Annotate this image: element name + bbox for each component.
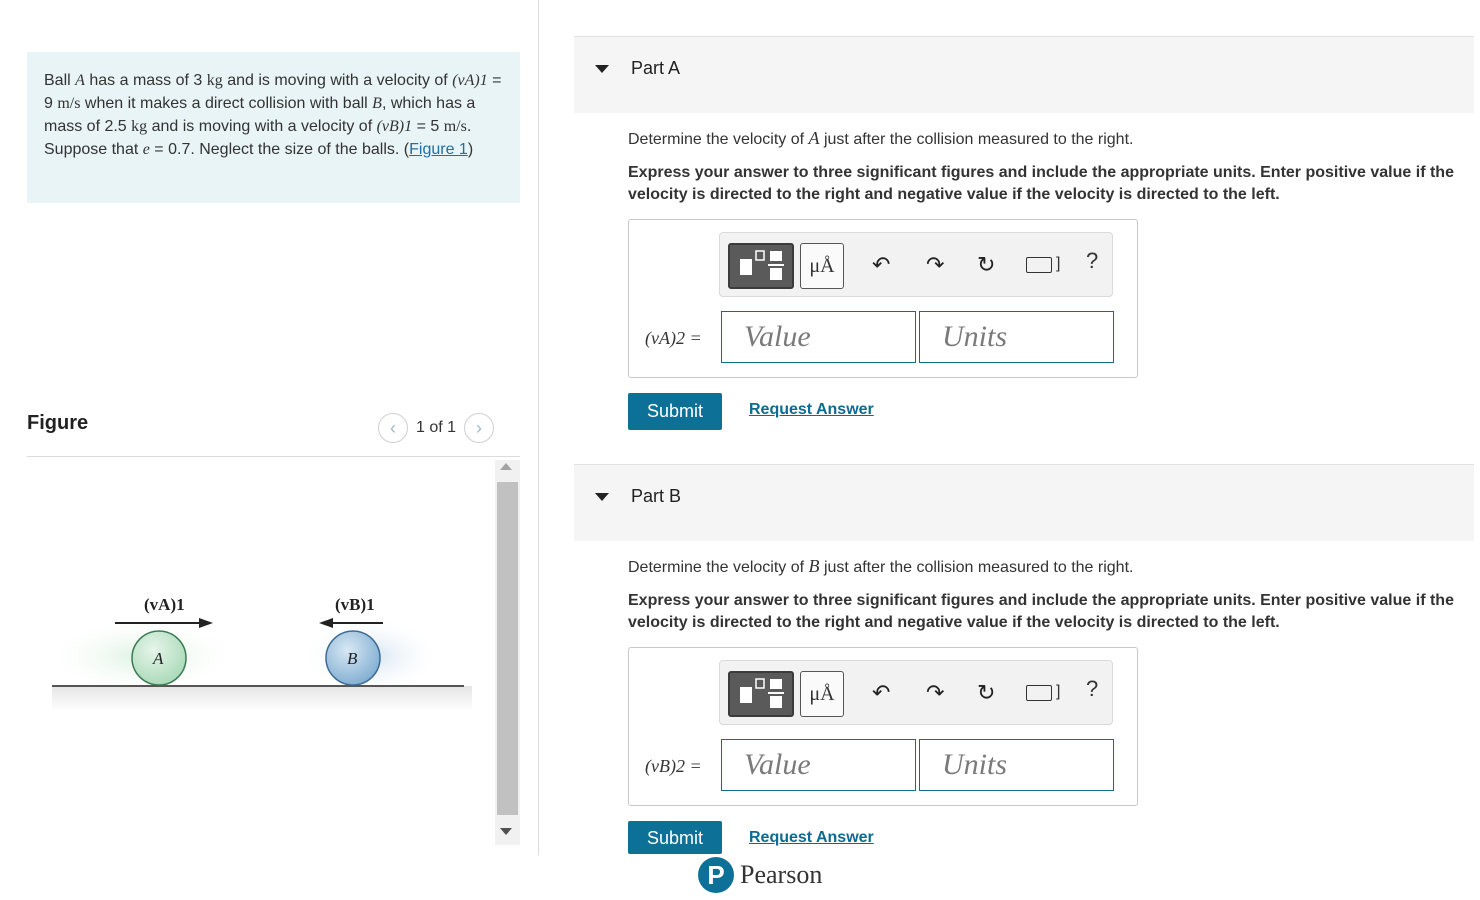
undo-icon[interactable]: ↶ xyxy=(872,680,891,705)
problem-text: ) xyxy=(467,141,474,158)
problem-text: . Suppose that xyxy=(44,118,472,158)
surface-shadow xyxy=(52,686,472,712)
pager-count: 1 of 1 xyxy=(416,419,457,436)
question-text: just after the collision measured to the right. xyxy=(819,559,1134,576)
panel-divider xyxy=(538,0,539,855)
chevron-left-icon: ‹ xyxy=(390,417,396,438)
unit-kg: kg xyxy=(206,72,223,89)
part-a-submit-button[interactable]: Submit xyxy=(628,393,722,430)
math-toolbar xyxy=(719,232,1113,297)
part-a-header[interactable] xyxy=(574,36,1474,113)
keyboard-bracket: ] xyxy=(1056,683,1061,700)
question-var: B xyxy=(808,556,820,576)
problem-text: Ball xyxy=(44,72,76,89)
redo-icon[interactable]: ↷ xyxy=(926,680,945,705)
va1-symbol: (vA)1 xyxy=(452,72,488,89)
chevron-right-icon: › xyxy=(476,417,483,438)
value-input[interactable] xyxy=(722,312,915,362)
problem-statement xyxy=(27,52,520,203)
problem-text: and is moving with a velocity of xyxy=(222,72,453,89)
collision-diagram xyxy=(27,460,492,845)
unit-ms: m/s xyxy=(57,95,81,112)
units-input[interactable] xyxy=(920,312,1113,362)
figure-pager xyxy=(378,413,494,443)
value-input[interactable] xyxy=(722,740,915,790)
scroll-down-icon[interactable] xyxy=(500,828,512,835)
label-va1: (vA)1 xyxy=(144,595,185,614)
pearson-logo xyxy=(698,857,822,893)
templates-icon xyxy=(730,245,792,287)
problem-text: and is moving with a velocity of xyxy=(147,118,377,135)
help-icon[interactable]: ? xyxy=(1086,248,1099,273)
figure-divider xyxy=(27,456,520,457)
part-b-variable-label: (vB)2 = xyxy=(645,756,702,776)
vb1-symbol: (vB)1 xyxy=(376,118,413,135)
ball-b-label: B xyxy=(347,649,358,668)
mu-angstrom-label: μÅ xyxy=(809,682,835,705)
figure-image xyxy=(27,460,492,845)
templates-icon xyxy=(730,673,792,715)
keyboard-icon[interactable] xyxy=(1026,257,1052,273)
next-figure-button[interactable] xyxy=(464,413,494,443)
pearson-p-icon: P xyxy=(698,857,734,893)
undo-icon[interactable]: ↶ xyxy=(872,252,891,277)
reset-icon[interactable]: ↻ xyxy=(977,252,996,277)
unit-ms: m/s xyxy=(443,118,467,135)
problem-text: = 5 xyxy=(412,118,444,135)
part-b-request-answer-link[interactable]: Request Answer xyxy=(749,829,874,846)
part-b-units-field[interactable] xyxy=(919,739,1114,791)
templates-button[interactable] xyxy=(728,671,794,717)
part-a-title: Part A xyxy=(631,58,681,78)
part-a-instruction: Express your answer to three significant figures and include the appropriate units. Enter positive value if the velocity is directed to the right and negative value if the velocity is directed to the left. xyxy=(628,164,1454,203)
question-text: Determine the velocity of xyxy=(628,559,809,576)
part-b-answer-box xyxy=(628,647,1138,806)
part-b-instruction: Express your answer to three significant figures and include the appropriate units. Enter positive value if the velocity is directed to the right and negative value if the velocity is directed to the left. xyxy=(628,592,1454,631)
help-icon[interactable]: ? xyxy=(1086,676,1099,701)
problem-text: has a mass of 3 xyxy=(84,72,207,89)
part-b-question xyxy=(628,556,1133,577)
problem-text: when it makes a direct collision with ball xyxy=(80,95,373,112)
math-toolbar xyxy=(719,660,1113,725)
pearson-wordmark: Pearson xyxy=(740,860,823,889)
problem-text: = 9 xyxy=(44,72,502,112)
redo-icon[interactable]: ↷ xyxy=(926,252,945,277)
figure-link[interactable]: Figure 1 xyxy=(409,141,468,158)
part-a-variable-label: (vA)2 = xyxy=(645,328,702,348)
e-symbol: e xyxy=(142,141,150,158)
part-b-value-field[interactable] xyxy=(721,739,916,791)
question-text: just after the collision measured to the right. xyxy=(819,131,1134,148)
prev-figure-button[interactable] xyxy=(378,413,408,443)
part-a-question xyxy=(628,128,1133,149)
part-a-value-field[interactable] xyxy=(721,311,916,363)
label-vb1: (vB)1 xyxy=(335,595,375,614)
figure-scroll-thumb[interactable] xyxy=(497,482,518,815)
unit-kg: kg xyxy=(131,118,148,135)
part-b-header[interactable] xyxy=(574,464,1474,541)
part-b-submit-button[interactable]: Submit xyxy=(628,821,722,854)
part-a-units-field[interactable] xyxy=(919,311,1114,363)
figure-title: Figure xyxy=(27,412,89,434)
var-a: A xyxy=(75,72,85,89)
question-var: A xyxy=(808,128,820,148)
collapse-triangle-icon[interactable] xyxy=(595,65,609,73)
units-symbols-button[interactable] xyxy=(800,243,844,289)
keyboard-bracket: ] xyxy=(1056,255,1061,272)
units-input[interactable] xyxy=(920,740,1113,790)
problem-text: = 0.7. Neglect the size of the balls. ( xyxy=(149,141,410,158)
problem-text: , which has a mass of 2.5 xyxy=(44,95,476,135)
part-a-request-answer-link[interactable]: Request Answer xyxy=(749,401,874,418)
part-a-answer-box xyxy=(628,219,1138,378)
templates-button[interactable] xyxy=(728,243,794,289)
collapse-triangle-icon[interactable] xyxy=(595,493,609,501)
question-text: Determine the velocity of xyxy=(628,131,809,148)
scroll-up-icon[interactable] xyxy=(500,463,512,470)
part-b-title: Part B xyxy=(631,486,682,506)
var-b: B xyxy=(372,95,382,112)
keyboard-icon[interactable] xyxy=(1026,685,1052,701)
reset-icon[interactable]: ↻ xyxy=(977,680,996,705)
mu-angstrom-label: μÅ xyxy=(809,254,835,277)
units-symbols-button[interactable] xyxy=(800,671,844,717)
ball-a-label: A xyxy=(153,649,164,668)
